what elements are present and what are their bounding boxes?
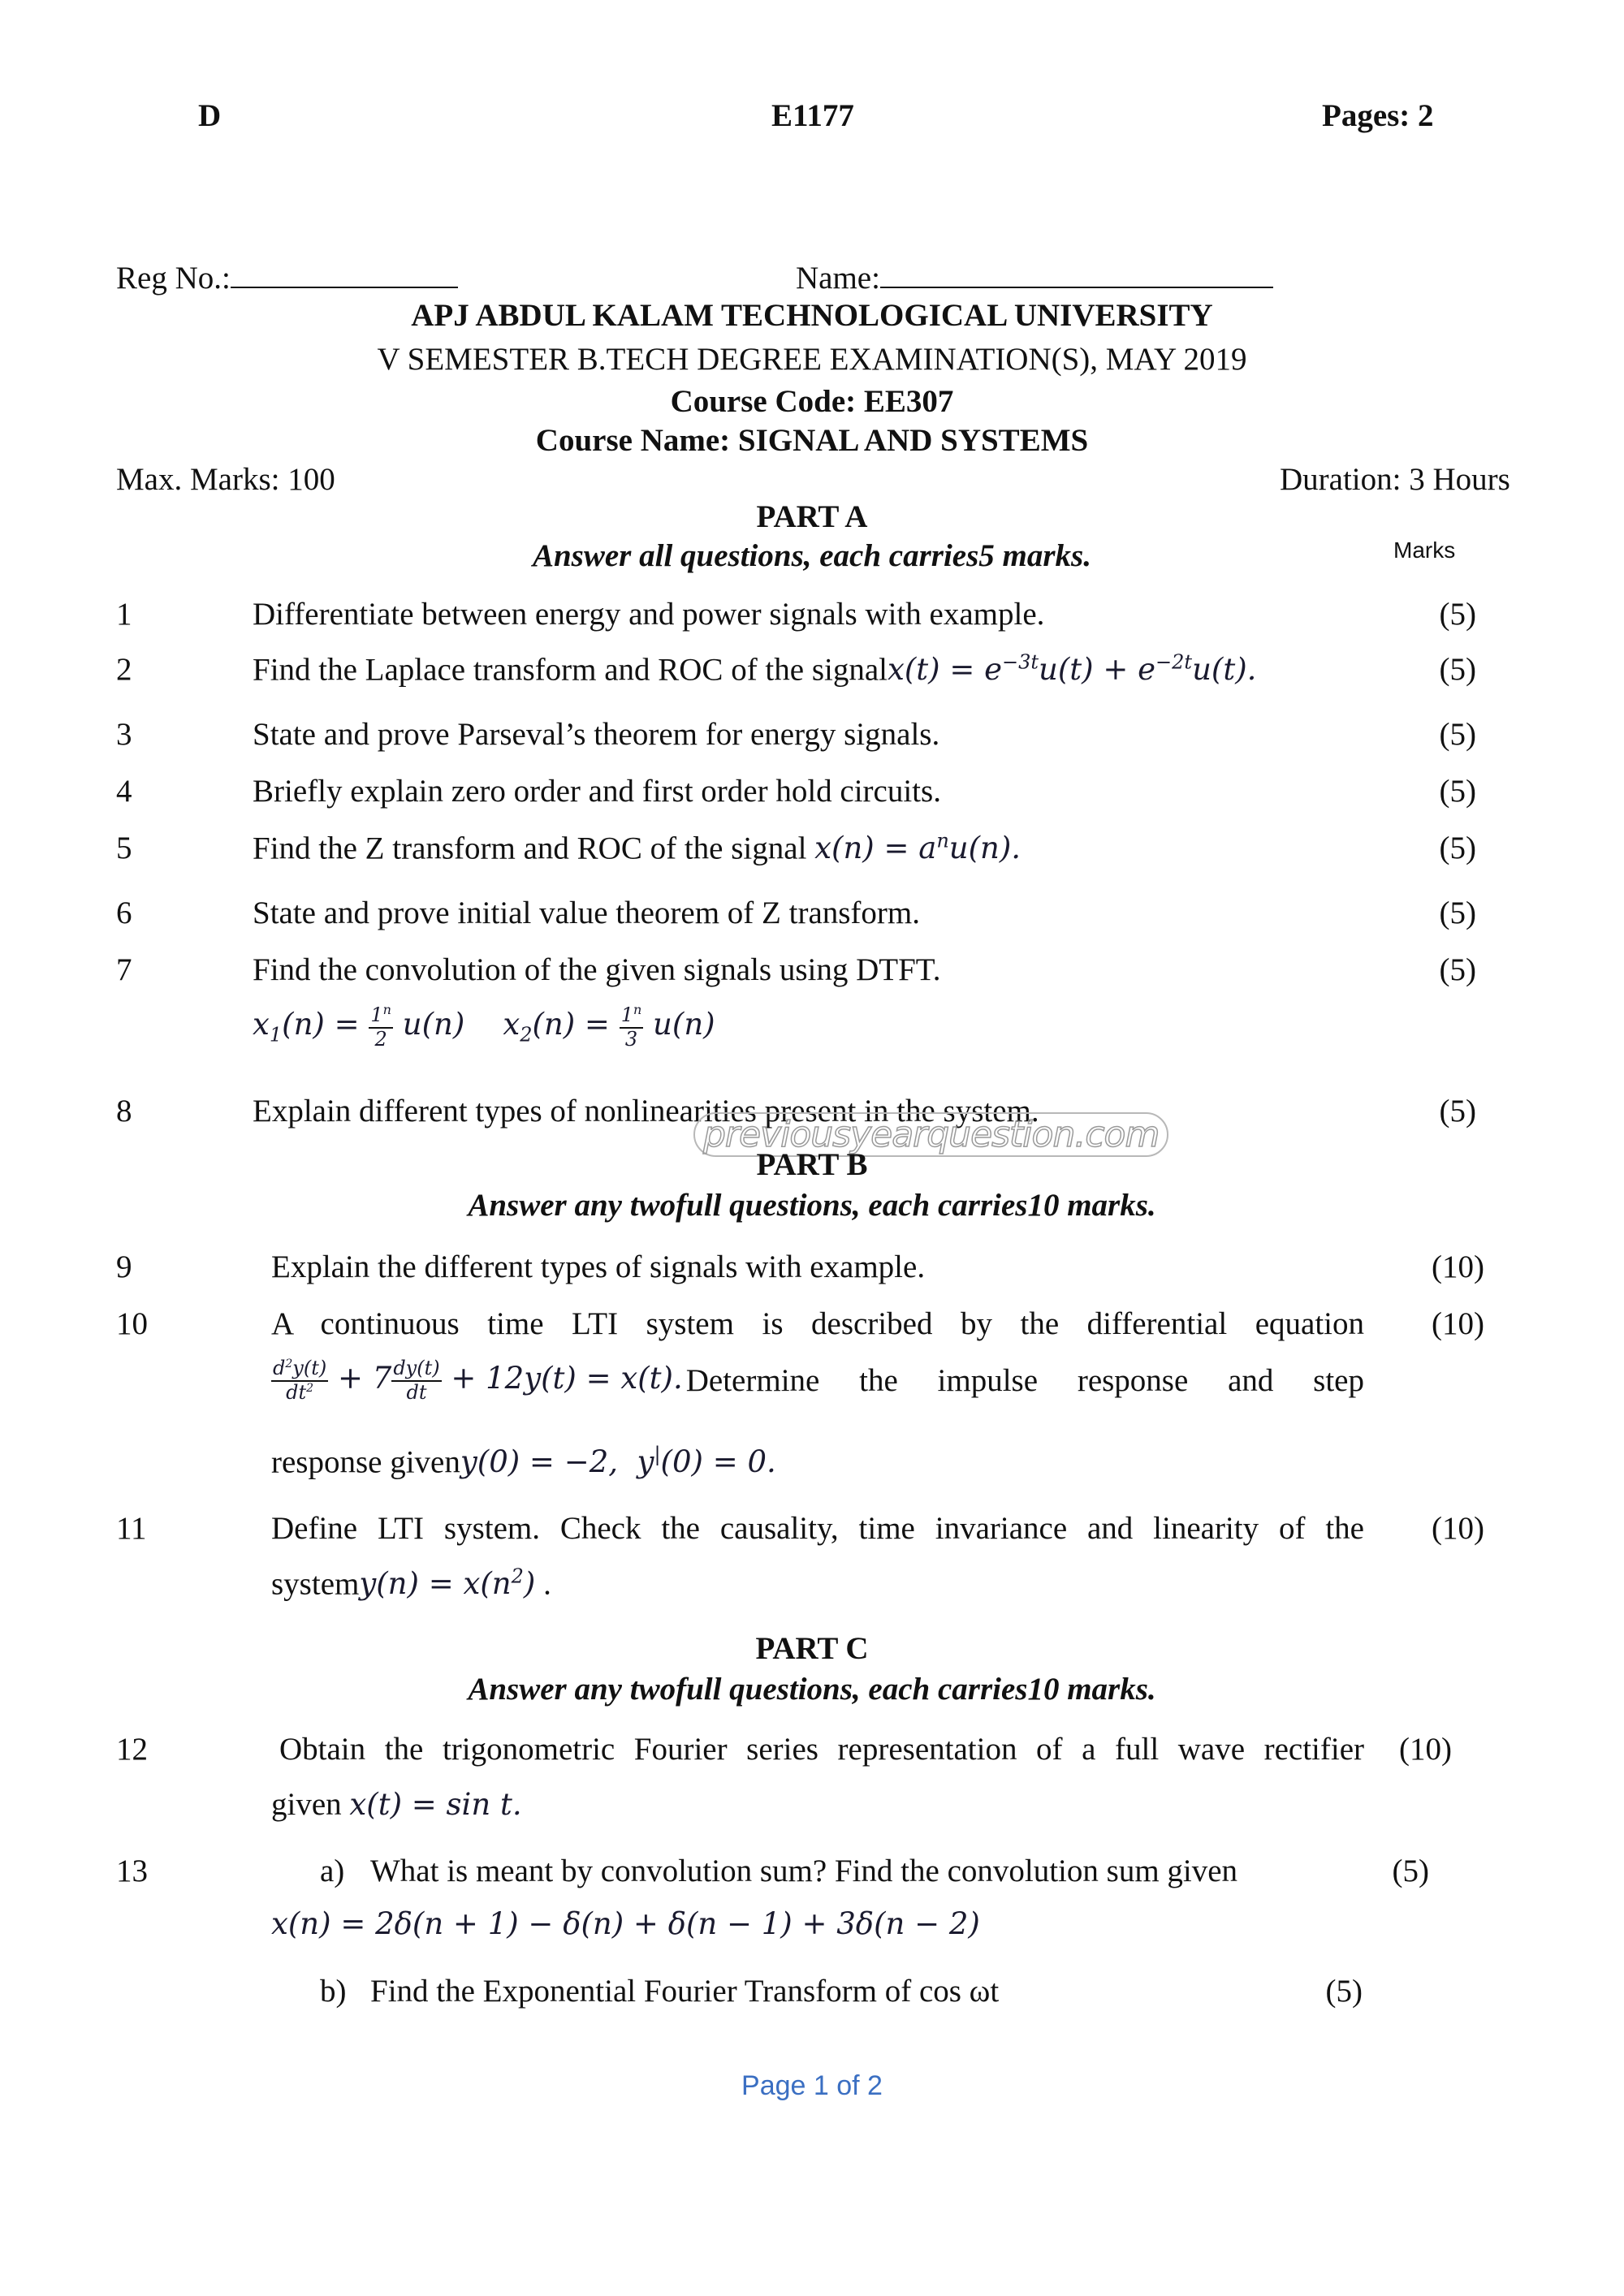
question-number: 13 — [116, 1854, 148, 1888]
marks-column-label: Marks — [1393, 537, 1456, 563]
question-text — [253, 830, 1021, 866]
part-c-heading: PART C — [755, 1631, 869, 1666]
question-marks: (5) — [1439, 1094, 1476, 1129]
question-number: 10 — [116, 1306, 148, 1341]
question-text-plain: Find the Z transform and ROC of the signal — [253, 831, 807, 866]
question-text: State and prove Parseval’s theorem for energy signals. — [253, 717, 940, 752]
part-c-instruction: Answer any twofull questions, each carries10 marks. — [468, 1672, 1156, 1707]
question-marks: (5) — [1439, 896, 1476, 930]
question-marks: (10) — [1399, 1732, 1452, 1767]
university-name: APJ ABDUL KALAM TECHNOLOGICAL UNIVERSITY — [411, 298, 1213, 333]
question-number: 6 — [116, 896, 132, 930]
question-text-line: Obtain the trigonometric Fourier series representation of a full wave rectifier — [279, 1732, 1364, 1767]
question-text: Explain the different types of signals with example. — [271, 1249, 926, 1284]
question-marks: (5) — [1439, 952, 1476, 987]
watermark-logo: previousyearquestion.com — [693, 1112, 1168, 1157]
z-transform-signal-formula: $x(n) = a^nu(n)$. — [814, 830, 1021, 866]
question-marks: (5) — [1439, 597, 1476, 632]
dtft-signals-formula: $x_1(n)$ = $\frac{1^n}{2}$ u(n) $x_2(n)$ = $\frac{1^n}{3}$ u(n) — [253, 1002, 715, 1051]
name-field — [796, 260, 1273, 296]
paper-code: E1177 — [771, 98, 854, 133]
question-text: Briefly explain zero order and first order hold circuits. — [253, 774, 941, 809]
initial-conditions-formula: y(0) = −2, y|(0) = 0. — [460, 1444, 776, 1480]
part-a-heading: PART A — [756, 499, 868, 534]
name-line — [880, 287, 1273, 288]
question-text-line — [271, 1786, 522, 1823]
reg-no-line — [231, 287, 458, 288]
question-text — [253, 651, 1256, 688]
question-text: Explain different types of nonlinearities present in the system. — [253, 1094, 1039, 1129]
question-text-plain: Find the Laplace transform and ROC of the signal — [253, 652, 888, 688]
duration: Duration: 3 Hours — [1280, 462, 1510, 497]
question-number: 1 — [116, 597, 132, 632]
reg-no-field — [116, 260, 458, 296]
rectifier-formula: x(t) = sin t. — [349, 1787, 522, 1822]
set-label: D — [198, 98, 222, 133]
question-marks: (5) — [1439, 652, 1476, 687]
part-b-instruction: Answer any twofull questions, each carries10 marks. — [468, 1188, 1156, 1223]
question-number: 8 — [116, 1094, 132, 1129]
laplace-signal-formula: $x(t) = e^{-3t}u(t) + e^{-2t}u(t)$. — [887, 651, 1257, 688]
question-number: 5 — [116, 831, 132, 865]
subquestion-a-marks: (5) — [1392, 1854, 1429, 1888]
question-number: 2 — [116, 652, 132, 687]
question-text: Find the convolution of the given signals using DTFT. — [253, 952, 941, 987]
subquestion-a-label: a) — [320, 1854, 345, 1888]
question-text: Differentiate between energy and power signals with example. — [253, 597, 1045, 632]
question-number: 3 — [116, 717, 132, 752]
system-formula: $y(n) = x(n^2)$ — [359, 1565, 536, 1602]
exam-title: V SEMESTER B.TECH DEGREE EXAMINATION(S), MAY 2019 — [377, 342, 1247, 377]
reg-no-label: Reg No.: — [116, 261, 231, 296]
question-marks: (5) — [1439, 717, 1476, 752]
question-text-line: systemy(n) = $x(n^2)$ . — [271, 1565, 551, 1602]
question-text-plain: system — [271, 1566, 360, 1602]
question-number: 4 — [116, 774, 132, 809]
question-marks: (5) — [1439, 831, 1476, 865]
page-footer: Page 1 of 2 — [741, 2070, 883, 2101]
max-marks: Max. Marks: 100 — [116, 462, 335, 497]
part-a-instruction: Answer all questions, each carries5 marks. — [532, 538, 1091, 573]
question-text-plain: response given — [271, 1444, 460, 1480]
question-number: 9 — [116, 1249, 132, 1284]
question-text-line — [271, 1444, 776, 1480]
question-text: State and prove initial value theorem of Z transform. — [253, 896, 920, 930]
question-text-line: A continuous time LTI system is described by the differential equation — [271, 1306, 1364, 1341]
course-name: Course Name: SIGNAL AND SYSTEMS — [535, 423, 1089, 458]
page-count: Pages: 2 — [1322, 98, 1434, 133]
question-text-line — [271, 1357, 1364, 1404]
subquestion-b-label: b) — [320, 1974, 347, 2009]
question-text-plain: given — [271, 1787, 342, 1822]
question-marks: (5) — [1439, 774, 1476, 809]
question-text-line: Define LTI system. Check the causality, time invariance and linearity of the — [271, 1511, 1364, 1546]
name-label: Name: — [796, 261, 880, 296]
question-number: 11 — [116, 1511, 147, 1546]
part-b-heading: PART B — [756, 1147, 868, 1182]
subquestion-b-marks: (5) — [1325, 1974, 1363, 2009]
question-number: 12 — [116, 1732, 148, 1767]
question-marks: (10) — [1432, 1306, 1484, 1341]
convolution-sum-formula: x(n) = 2δ(n + 1) − δ(n) + δ(n − 1) + 3δ(n − 2) — [271, 1906, 980, 1941]
question-marks: (10) — [1432, 1249, 1484, 1284]
question-text-plain: Determine the impulse response and step — [685, 1363, 1364, 1399]
course-code: Course Code: EE307 — [670, 384, 954, 419]
subquestion-b-text: Find the Exponential Fourier Transform of cos ωt — [370, 1974, 1000, 2009]
question-marks: (10) — [1432, 1511, 1484, 1546]
differential-equation-formula: $\frac{d^2y(t)}{dt^2}$ + 7 $\frac{dy(t)}{dt}$ + 12y(t) = x(t). — [273, 1357, 683, 1404]
subquestion-a-text: What is meant by convolution sum? Find the convolution sum given — [370, 1854, 1238, 1888]
question-number: 7 — [116, 952, 132, 987]
